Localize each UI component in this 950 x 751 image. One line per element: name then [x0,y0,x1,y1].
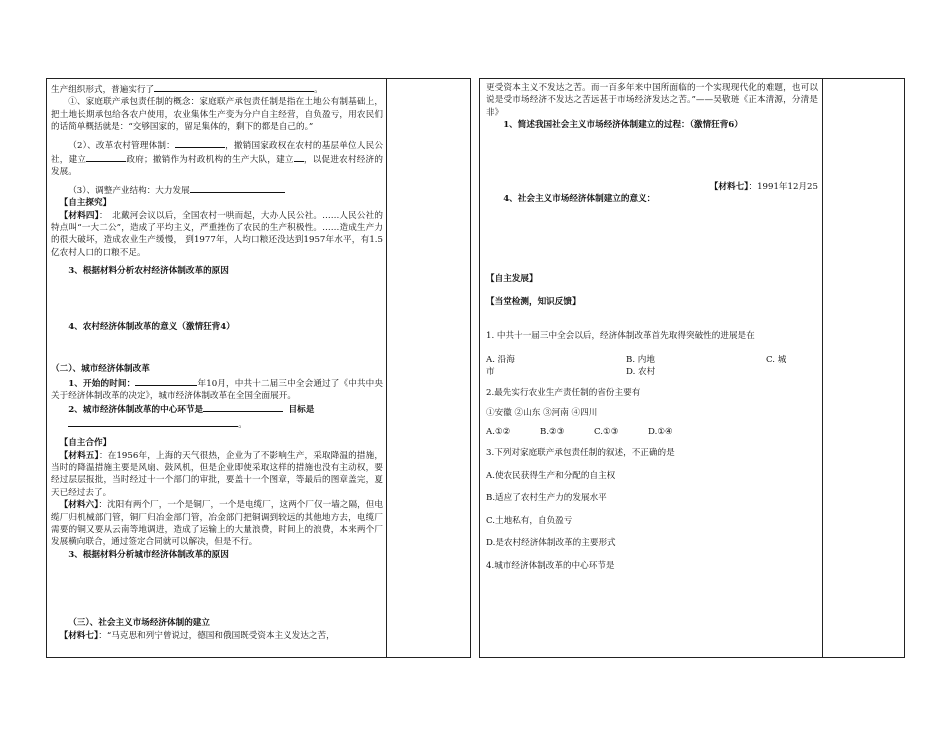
blank-management-2[interactable] [86,152,126,162]
section-market-economy: （三）、社会主义市场经济体制的建立 [68,618,210,629]
left-sheet [46,78,471,658]
test-question-4: 4.城市经济体制改革的中心环节是 [486,560,615,571]
blank-goal[interactable] [68,417,238,427]
right-sheet [479,78,905,658]
blank-industry[interactable] [190,183,285,193]
item-household-responsibility: ①、家庭联产承包责任制的概念：家庭联产承包责任制是指在土地公有制基础上，把土地长期承包给各农户使用，农业集体生产变为分户自主经营，自负盈亏，用农民们的话简单概括就是：“交够国家的，留足集体的，剩下的都是自己的。” [51,97,383,133]
blank-org-form[interactable] [154,82,314,92]
question-rural-significance: 4、农村经济体制改革的意义（激情狂背4） [68,321,235,332]
heading-self-cooperate: 【自主合作】 [59,438,112,449]
test-question-1: 1. 中共十一届三中全会以后，经济体制改革首先取得突破性的进展是在 [486,331,755,342]
heading-self-develop: 【自主发展】 [486,274,538,285]
test-2-items: ①安徽 ②山东 ③河南 ④四川 [486,408,598,419]
question-market-significance: 4、社会主义市场经济体制建立的意义： [503,194,656,205]
section-urban-reform: （二）、城市经济体制改革 [51,364,150,375]
blank-start-year[interactable] [135,376,197,386]
option-1b[interactable]: B. 内地 [626,354,655,365]
option-1d[interactable]: D. 农村 [626,366,656,377]
option-1c-wrap: 市 [486,366,495,377]
urban-start-time: 1、开始的时间： 年10月，中共十二届三中全会通过了《中共中央关于经济体制改革的决定》，城市经济体制改革在全国全面展开。 [51,376,383,403]
test-1-options [486,353,818,365]
option-2b[interactable]: B.②③ [540,427,565,438]
item-rural-management: （2）、改革农村管理体制： ，撤销国家政权在农村的基层单位人民公社，建立 政府；撤销作为村政机构的生产大队，建立 ，以促进农村经济的发展。 [51,138,383,179]
test-1-options-row2 [486,365,818,377]
option-3a[interactable]: A.使农民获得生产和分配的自主权 [486,470,616,481]
urban-goal-line: 。 [51,417,383,431]
material-four: 【材料四】： 北戴河会议以后，全国农村一哄而起，大办人民公社。……人民公社的特点叫“一大二公”，造成了平均主义，严重挫伤了农民的生产积极性。……造成生产力的很大破坏，造成农业生产缓慢， 到1977年，人均口粮还没达到1957年水平，有1.5亿农村人口的口粮不足。 [51,210,384,258]
option-1a[interactable]: A. 沿海 [486,354,515,365]
material-seven-continued: 更受资本主义不发达之苦。而一百多年来中国所面临的一个实现现代化的难题，也可以说是受市场经济不发达之苦远甚于市场经济发达之苦。”——吴敬琏《正本清源，分清是非》 [486,83,818,118]
blank-management-3[interactable] [294,152,304,162]
material-five: 【材料五】：在1956年，上海的天气很热，企业为了不影响生产，采取降温的措施，当时的降温措施主要是风扇、鼓风机，但是企业即使采取这样的措施也没有主动权，要经过层层报批，当时经过十一个部门的审批，要盖十一个图章，等最后的图章盖完，夏天已经过去了。 [51,450,383,498]
item-industry-structure: （3）、调整产业结构：大力发展 [51,183,383,197]
heading-class-test: 【当堂检测，知识反馈】 [486,296,581,307]
right-column-divider [822,79,823,657]
option-2c[interactable]: C.①③ [594,427,619,438]
option-3c[interactable]: C.土地私有，自负盈亏 [486,515,573,526]
option-2a[interactable]: A.①② [486,427,511,438]
test-2-options [486,427,818,437]
material-seven-b: 【材料七】：1991年12月25 [709,181,818,192]
option-3b[interactable]: B.适应了农村生产力的发展水平 [486,493,607,504]
blank-core-link[interactable] [203,402,283,412]
right-content [486,82,818,572]
question-urban-reason: 3、根据材料分析城市经济体制改革的原因 [68,549,229,560]
option-1c[interactable]: C. 城 [766,354,787,365]
urban-core-link: 2、城市经济体制改革的中心环节是 目标是 [51,402,383,416]
test-question-3: 3.下列对家庭联产承包责任制的叙述，不正确的是 [486,448,675,459]
material-six: 【材料六】：沈阳有两个厂，一个是铜厂，一个是电缆厂，这两个厂仅一墙之隔，但电缆厂归机械部门管，铜厂归冶金部门管，冶金部门把铜调到较远的其他地方去，电缆厂需要的铜又要从云南等地调进，造成了运输上的大量浪费，时间上的浪费，本来两个厂发展横向联合，通过签定合同就可以解决，但是不行。 [51,500,383,548]
blank-management-1[interactable] [175,138,225,148]
heading-self-explore: 【自主探究】 [59,198,112,209]
left-column-divider [386,79,387,657]
question-market-process: 1、简述我国社会主义市场经济体制建立的过程：（激情狂背6） [503,120,743,131]
line-org-form: 生产组织形式，普遍实行了 。 [51,82,383,96]
option-3d[interactable]: D.是农村经济体制改革的主要形式 [486,538,616,549]
left-content [51,82,383,642]
option-2d[interactable]: D.①④ [648,427,673,438]
question-rural-reason: 3、根据材料分析农村经济体制改革的原因 [68,266,229,277]
material-seven: 【材料七】：“马克思和列宁曾说过，德国和俄国既受资本主义发达之苦， [59,630,335,641]
test-question-2: 2.最先实行农业生产责任制的省份主要有 [486,387,641,398]
